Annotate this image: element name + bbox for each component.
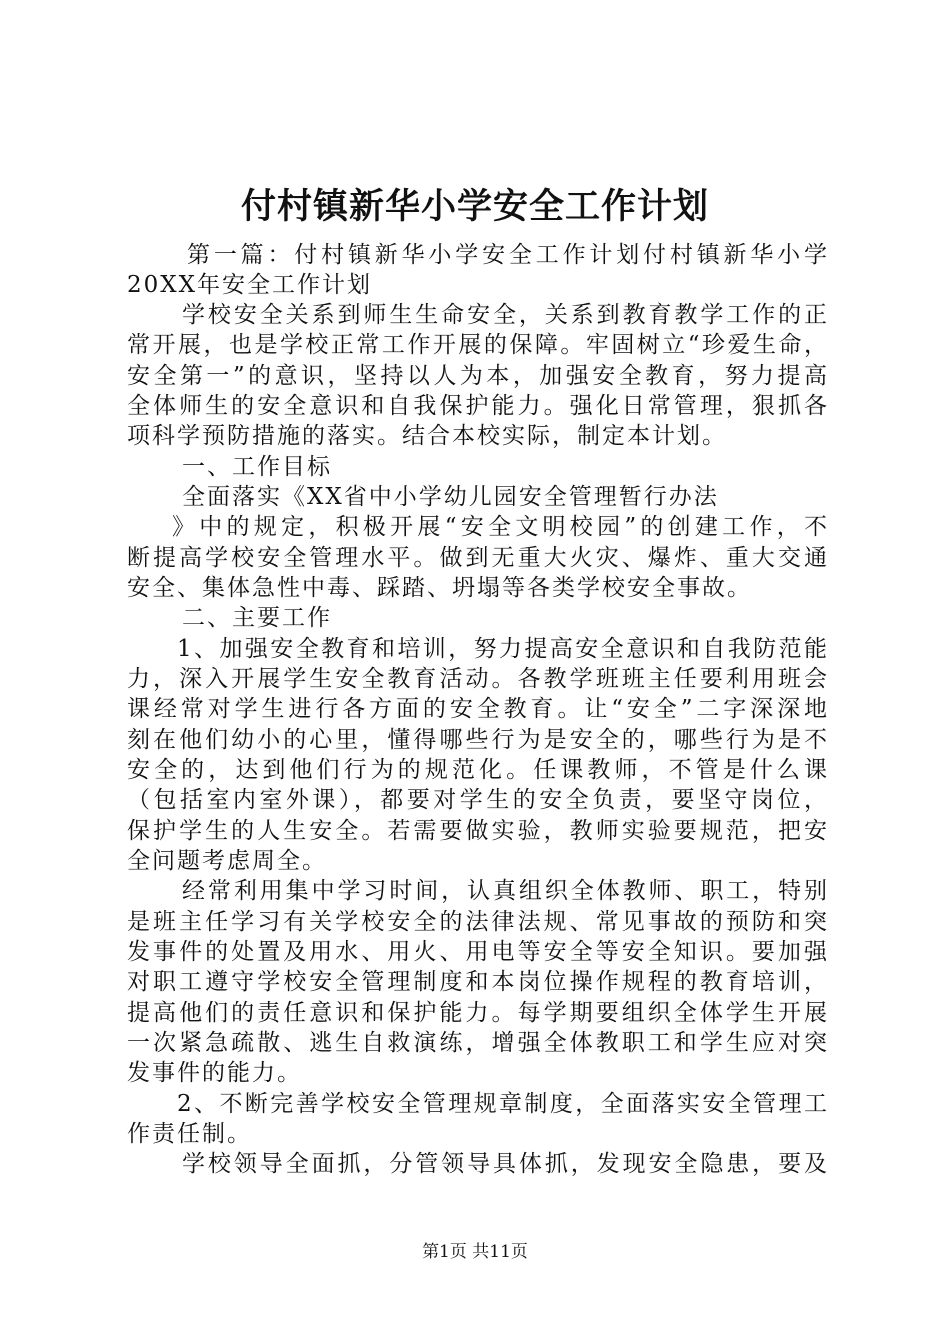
text-line: 安全第一”的意识，坚持以人为本，加强安全教育，努力提高: [127, 363, 827, 389]
text-line: 常开展，也是学校正常工作开展的保障。牢固树立“珍爱生命，: [127, 332, 827, 358]
text-line: 学校安全关系到师生生命安全，关系到教育教学工作的正: [182, 302, 827, 328]
text-line: 全问题考虑周全。: [127, 848, 327, 874]
text-line: 断提高学校安全管理水平。做到无重大火灾、爆炸、重大交通: [127, 545, 827, 571]
text-line: 对职工遵守学校安全管理制度和本岗位操作规程的教育培训，: [127, 969, 827, 995]
text-line: 一次紧急疏散、逃生自救演练，增强全体教职工和学生应对突: [127, 1030, 827, 1056]
text-line: 作责任制。: [127, 1121, 252, 1147]
text-line: 全面落实《XX省中小学幼儿园安全管理暂行办法: [182, 484, 719, 510]
text-line: 提高他们的责任意识和保护能力。每学期要组织全体学生开展: [127, 1000, 827, 1026]
text-line: 课经常对学生进行各方面的安全教育。让“安全”二字深深地: [127, 696, 827, 722]
text-line: （包括室内室外课），都要对学生的安全负责，要坚守岗位，: [127, 787, 827, 813]
text-line: 项科学预防措施的落实。结合本校实际，制定本计划。: [127, 423, 727, 449]
text-line: 是班主任学习有关学校安全的法律法规、常见事故的预防和突: [127, 909, 827, 935]
text-line: 2、不断完善学校安全管理规章制度，全面落实安全管理工: [177, 1091, 827, 1117]
text-line: 1、加强安全教育和培训，努力提高安全意识和自我防范能: [177, 636, 827, 662]
document-title: 付村镇新华小学安全工作计划: [240, 186, 709, 227]
text-line: 》中的规定，积极开展“安全文明校园”的创建工作，不: [172, 514, 827, 540]
text-line: 学校领导全面抓，分管领导具体抓，发现安全隐患，要及: [182, 1151, 827, 1177]
text-line: 发事件的能力。: [127, 1060, 302, 1086]
text-line: 第一篇：付村镇新华小学安全工作计划付村镇新华小学: [187, 242, 827, 268]
text-line: 经常利用集中学习时间，认真组织全体教师、职工，特别: [182, 878, 827, 904]
text-line: 全体师生的安全意识和自我保护能力。强化日常管理，狠抓各: [127, 393, 827, 419]
text-line: 刻在他们幼小的心里，懂得哪些行为是安全的，哪些行为是不: [127, 727, 827, 753]
text-line: 安全的，达到他们行为的规范化。任课教师，不管是什么课: [127, 757, 827, 783]
text-line: 安全、集体急性中毒、踩踏、坍塌等各类学校安全事故。: [127, 575, 752, 601]
text-line: 发事件的处置及用水、用火、用电等安全等安全知识。要加强: [127, 939, 827, 965]
section-heading: 一、工作目标: [182, 454, 332, 480]
section-heading: 二、主要工作: [182, 605, 332, 631]
page-footer: 第1页 共11页: [422, 1242, 528, 1262]
text-line: 保护学生的人生安全。若需要做实验，教师实验要规范，把安: [127, 818, 827, 844]
text-line: 20XX年安全工作计划: [127, 272, 373, 298]
text-line: 力，深入开展学生安全教育活动。各教学班班主任要利用班会: [127, 666, 827, 692]
